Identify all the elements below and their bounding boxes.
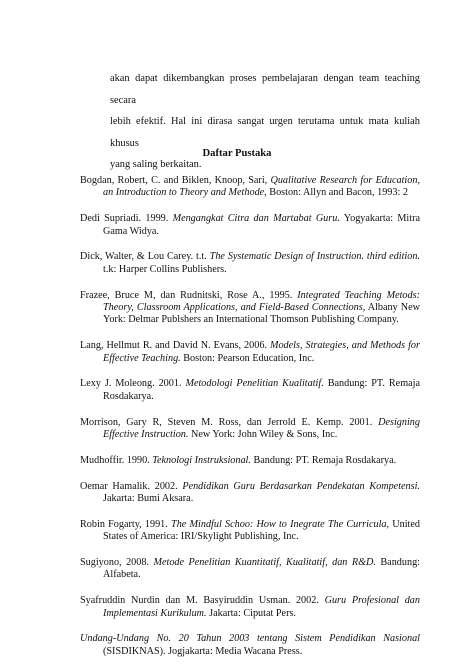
reference-publisher: Albany New York: Delmar Publshers an International Thomson Publishing Company.	[103, 302, 420, 326]
reference-publisher: Yogyakarta: Mitra Gama Widya.	[103, 213, 420, 237]
reference-title: Teknologi Instruksional.	[152, 454, 251, 466]
reference-authors: Robin Fogarty, 1991.	[80, 518, 172, 530]
reference-publisher: Jakarta: Ciputat Pers.	[206, 607, 296, 619]
reference-publisher: Boston: Pearson Education, Inc.	[180, 352, 315, 364]
intro-line: akan dapat dikembangkan proses pembelajaran dengan team teaching secara	[110, 73, 420, 106]
reference-title: Mengangkat Citra dan Martabat Guru.	[172, 213, 340, 225]
reference-authors: Frazee, Bruce M, dan Rudnitski, Rose A., 1995.	[80, 289, 298, 301]
bibliography-heading: Daftar Pustaka	[202, 148, 272, 159]
reference-title: Integrated Teaching Metods: Theory, Classroom Applications, and Field-Based Connections,	[103, 289, 420, 314]
reference-title: Metode Penelitian Kuantitatif, Kualitatif, dan R&D.	[153, 557, 376, 569]
reference-title: Undang-Undang No. 20 Tahun 2003 tentang Sistem Pendidikan Nasional	[80, 633, 420, 645]
reference-publisher: t.k: Harper Collins Publishers.	[103, 263, 227, 275]
reference-list	[80, 175, 420, 672]
reference-authors: Bogdan, Robert, C. and Biklen, Knoop, Sari,	[80, 175, 271, 186]
reference-entry	[80, 175, 420, 200]
reference-entry	[80, 595, 420, 620]
reference-publisher: New York: John Wiley & Sons, Inc.	[188, 429, 338, 441]
reference-entry	[80, 417, 420, 442]
reference-authors: Lang, Hellmut R. and David N. Evans, 2006.	[80, 340, 270, 352]
reference-title: Designing Effective Instruction.	[103, 416, 420, 441]
reference-entry	[80, 251, 420, 276]
reference-entry	[80, 481, 420, 506]
reference-entry	[80, 557, 420, 582]
reference-authors: Syafruddin Nurdin dan M. Basyiruddin Usman. 2002.	[80, 595, 325, 607]
reference-publisher: Bandung: Alfabeta.	[103, 557, 420, 581]
reference-publisher: Jakarta: Bumi Aksara.	[103, 493, 194, 505]
reference-title: Models, Strategies, and Methods for Effective Teaching.	[103, 340, 420, 364]
reference-title: Qualitative Research for Education, an Introduction to Theory and Methode,	[103, 175, 420, 199]
reference-authors: Oemar Hamalik. 2002.	[80, 480, 183, 492]
intro-line: lebih efektif. Hal ini dirasa sangat urgen terutama untuk mata kuliah khusus	[110, 116, 420, 149]
reference-entry	[80, 340, 420, 365]
reference-authors: Morrison, Gary R, Steven M. Ross, dan Jerrold E. Kemp. 2001.	[80, 416, 379, 428]
reference-entry	[80, 455, 420, 467]
intro-paragraph	[110, 68, 420, 176]
reference-entry	[80, 633, 420, 658]
reference-authors: Dick, Walter, & Lou Carey. t.t.	[80, 251, 210, 263]
intro-line: yang saling berkaitan.	[110, 159, 202, 170]
reference-title: Pendidikan Guru Berdasarkan Pendekatan Kompetensi.	[182, 480, 420, 492]
reference-authors: Dedi Supriadi. 1999.	[80, 213, 173, 225]
reference-entry	[80, 213, 420, 238]
reference-publisher: (SISDIKNAS). Jogjakarta: Media Wacana Press.	[103, 645, 303, 657]
reference-title: Guru Profesional dan Implementasi Kurikulum.	[103, 595, 420, 619]
reference-entry	[80, 378, 420, 403]
reference-authors: Mudhoffir. 1990.	[80, 454, 153, 466]
reference-publisher: United States of America: IRI/Skylight Publishing, Inc.	[103, 518, 421, 543]
reference-title: The Systematic Design of Instruction. third edition.	[209, 251, 421, 263]
reference-entry	[80, 290, 420, 327]
reference-title: The Mindful Schoo: How to Inegrate The Curricula,	[171, 518, 390, 530]
reference-authors: Sugiyono, 2008.	[80, 557, 154, 569]
reference-publisher: Bandung: PT. Remaja Rosdakarya.	[250, 454, 397, 466]
reference-entry	[80, 519, 420, 544]
reference-publisher: Boston: Allyn and Bacon, 1993: 2	[266, 187, 408, 199]
reference-title: Metodologi Penelitian Kualitatif.	[185, 378, 324, 390]
reference-authors: Lexy J. Moleong. 2001.	[80, 378, 186, 390]
reference-publisher: Bandung: PT. Remaja Rosdakarya.	[103, 378, 420, 402]
